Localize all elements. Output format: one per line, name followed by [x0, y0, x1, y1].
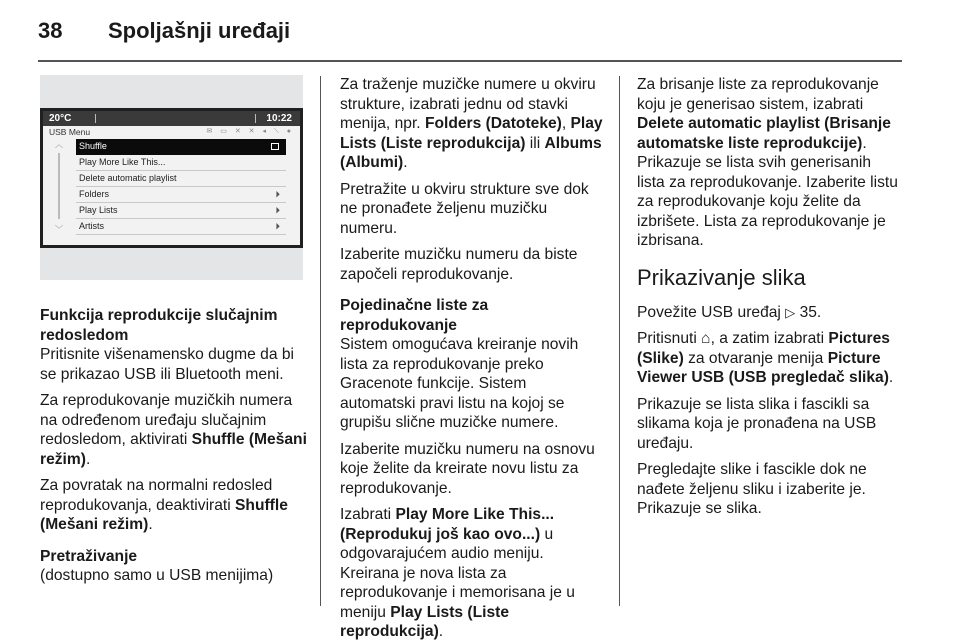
text: za otvaranje menija: [683, 349, 828, 367]
menu-option-name: Play More Like This... (Reprodukuj još kao ovo...): [340, 506, 555, 543]
menu-item-label: Artists: [79, 221, 105, 231]
text: u odgovarajućem audio meniju.: [340, 525, 554, 562]
status-bar: [43, 111, 300, 126]
text: ,: [561, 115, 571, 132]
page-title: Spoljašnji uređaji: [108, 18, 291, 43]
paragraph: Prikazuje se lista svih generisanih lista za reprodukovanje. Izaberite listu za reprodukovanje koju želite da izbrišete. Lista za reprodukovanje je izbrisana.: [637, 154, 898, 249]
heading-playlists: Pojedinačne liste za reprodukovanje: [340, 297, 489, 334]
paragraph: Pritisnite višenamensko dugme da bi se prikazao USB ili Bluetooth meni.: [40, 346, 294, 383]
menu-option-name: Play Lists (Liste reprodukcija): [340, 115, 603, 152]
menu-option-name: Albums (Albumi): [340, 134, 602, 171]
menu-title-bar: [43, 126, 300, 137]
menu-option-name: Folders (Datoteke): [424, 115, 562, 132]
text: Povežite USB uređaj: [637, 303, 786, 321]
checkbox-icon: [271, 143, 279, 150]
text: Za povratak na normalni redosled reprodukovanja, deaktivirati: [40, 477, 273, 514]
text: Izabrati: [340, 506, 396, 523]
status-icons: ✉ ▭ ✕ ✕ ◂ ⟍ ●: [206, 128, 294, 135]
text: .: [438, 623, 444, 640]
heading-images: Prikazivanje slika: [637, 264, 806, 290]
text: Za brisanje liste za reprodukovanje koju je generisao sistem, izabrati: [637, 76, 879, 113]
clock-readout: 10:22: [266, 113, 292, 124]
text: .: [888, 369, 894, 386]
paragraph: [40, 476, 308, 535]
menu-item-label: Folders: [79, 189, 110, 199]
column-divider-2: [619, 76, 620, 606]
paragraph: [340, 564, 605, 642]
header-rule: [38, 60, 902, 62]
text: Pritisnuti: [637, 330, 702, 347]
status-separator: [95, 114, 96, 123]
text: .: [148, 516, 153, 533]
paragraph: Izaberite muzičku numeru na osnovu koje želite da kreirate novu listu za reprodukovanje.: [340, 440, 595, 497]
scroll-track: [58, 153, 60, 219]
menu-item-label: Play More Like This...: [79, 157, 166, 167]
menu-option-name: Shuffle (Mešani režim): [40, 496, 288, 533]
column-2: [340, 75, 605, 642]
menu-item-label: Shuffle: [79, 141, 107, 151]
text: , a zatim izabrati: [710, 330, 829, 347]
paragraph: (dostupno samo u USB menijima): [40, 567, 274, 584]
page-header: [38, 18, 290, 44]
text: Kreirana je nova lista za reprodukovanje i memorisana je u meniju: [340, 564, 575, 621]
column-3: [637, 75, 902, 526]
column-divider-1: [320, 76, 321, 606]
home-button-icon: ⌂: [701, 330, 711, 347]
page-reference[interactable]: 35: [799, 303, 817, 321]
usb-menu-list: [76, 139, 286, 235]
text: Za traženje muzičke numere u okviru strukture, izabrati jednu od stavki menija, npr.: [340, 76, 596, 132]
paragraph: [637, 303, 902, 323]
chevron-right-icon: ⏵: [275, 189, 280, 199]
menu-item-artists[interactable]: [76, 219, 286, 235]
text: .: [85, 450, 91, 468]
temperature-readout: 20°C: [49, 113, 72, 124]
menu-item-delete-automatic-playlist[interactable]: [76, 171, 286, 187]
paragraph: [40, 391, 308, 469]
menu-item-shuffle[interactable]: [76, 139, 286, 155]
heading-search: Pretraživanje: [40, 547, 138, 565]
text: ili: [525, 134, 545, 152]
menu-item-play-lists[interactable]: [76, 203, 286, 219]
paragraph: Izaberite muzičku numeru da biste započeli reprodukovanje.: [340, 246, 578, 283]
paragraph: Sistem omogućava kreiranje novih lista za reprodukovanje preko Gracenote funkcije. Sistem automatski pravi listu na kojoj se grupišu slične muzičke numere.: [340, 336, 579, 431]
page-reference-arrow-icon: ▷: [785, 304, 796, 320]
menu-option-name: Pictures (Slike): [637, 330, 890, 367]
menu-option-name: Play Lists (Liste reprodukcija): [340, 603, 510, 640]
menu-option-name: Picture Viewer USB (USB pregledač slika): [637, 349, 889, 386]
text: .: [862, 134, 867, 152]
menu-title: USB Menu: [49, 127, 91, 137]
text: .: [816, 303, 822, 321]
paragraph: Prikazuje se lista slika i fascikli sa slikama koja je pronađena na USB uređaju.: [637, 395, 877, 452]
menu-item-folders[interactable]: [76, 187, 286, 203]
paragraph: [340, 505, 605, 564]
chevron-right-icon: ⏵: [275, 221, 280, 231]
display-screen: [43, 111, 300, 245]
paragraph: [340, 75, 605, 173]
paragraph: [637, 75, 902, 153]
page-number: 38: [38, 18, 63, 43]
text: .: [403, 154, 408, 171]
heading-shuffle: Funkcija reprodukcije slučajnim redosledom: [40, 307, 278, 344]
paragraph: Pretražite u okviru strukture sve dok ne pronađete željenu muzičku numeru.: [340, 180, 589, 237]
scroll-down-icon[interactable]: ﹀: [55, 225, 63, 234]
menu-item-label: Play Lists: [79, 205, 118, 215]
text: Za reprodukovanje muzičkih numera na određenom uređaju slučajnim redosledom, aktivirati: [40, 392, 293, 448]
screen-illustration: [40, 75, 303, 280]
scrollbar[interactable]: [52, 139, 66, 235]
menu-item-label: Delete automatic playlist: [79, 173, 177, 183]
status-separator: [255, 114, 256, 123]
paragraph: [637, 329, 902, 388]
paragraph: Pregledajte slike i fascikle dok ne nađete željenu sliku i izaberite je. Prikazuje se slika.: [637, 461, 867, 517]
display-frame: [40, 108, 303, 248]
chevron-right-icon: ⏵: [275, 205, 280, 215]
column-1: [40, 75, 308, 593]
scroll-up-icon[interactable]: ︿: [55, 140, 63, 149]
menu-option-name: Delete automatic playlist (Brisanje automatske liste reprodukcije): [637, 115, 891, 152]
menu-item-play-more-like-this[interactable]: [76, 155, 286, 171]
menu-option-name: Shuffle (Mešani režim): [40, 431, 307, 468]
